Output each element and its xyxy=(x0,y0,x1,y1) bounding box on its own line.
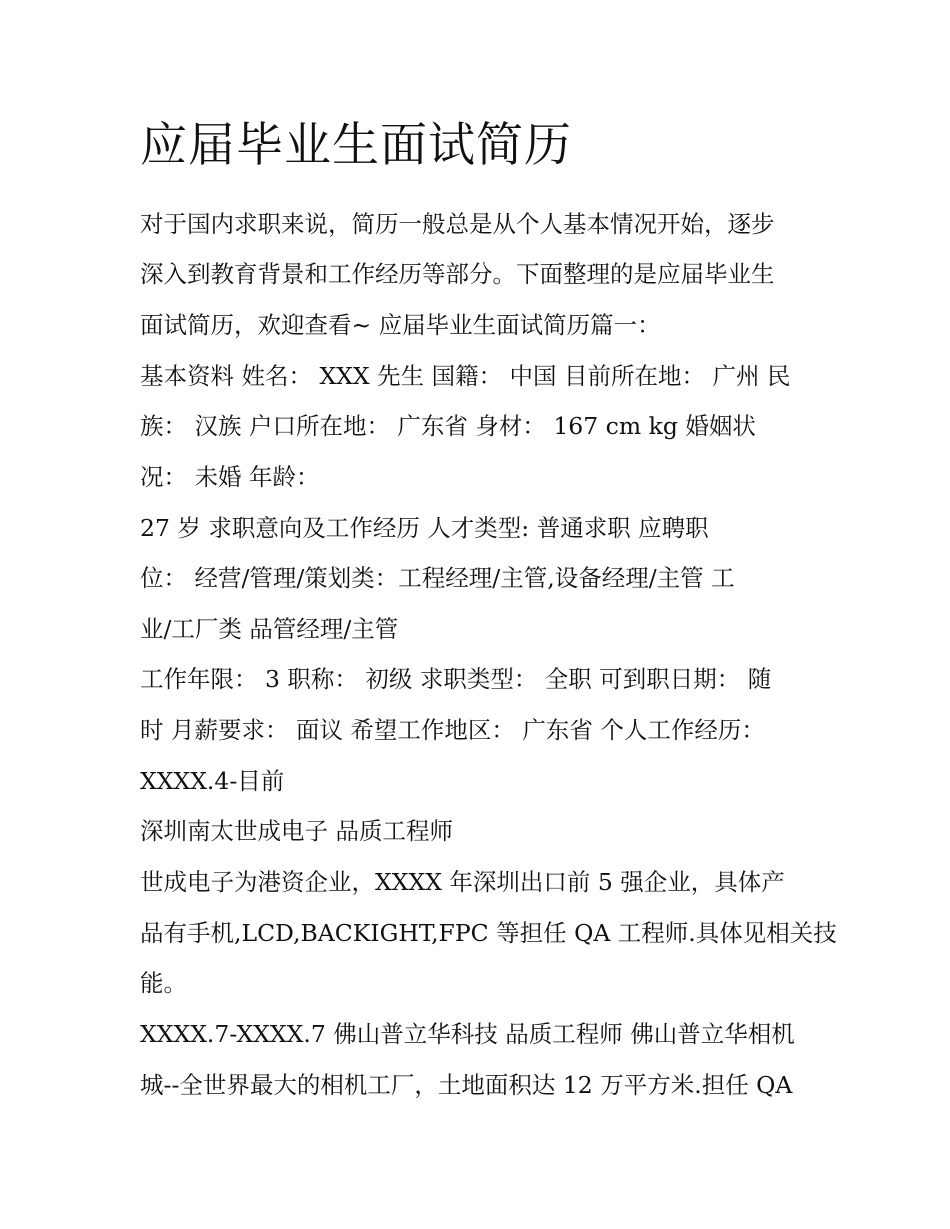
paragraph-line: 能。 xyxy=(140,969,187,997)
paragraph-line: 对于国内求职来说，简历一般总是从个人基本情况开始，逐步 xyxy=(140,210,775,238)
paragraph-line: 面试简历，欢迎查看~ 应届毕业生面试简历篇一： xyxy=(140,311,661,339)
paragraph-line: 时 月薪要求： 面议 希望工作地区： 广东省 个人工作经历： xyxy=(140,716,765,744)
paragraph-line: 深入到教育背景和工作经历等部分。下面整理的是应届毕业生 xyxy=(140,260,775,288)
paragraph-line: 工作年限： 3 职称： 初级 求职类型： 全职 可到职日期： 随 xyxy=(140,665,772,693)
paragraph-line: 深圳南太世成电子 品质工程师 xyxy=(140,817,453,845)
paragraph-line: 世成电子为港资企业，XXXX 年深圳出口前 5 强企业，具体产 xyxy=(140,868,785,896)
paragraph-line: 族： 汉族 户口所在地： 广东省 身材： 167 cm kg 婚姻状 xyxy=(140,412,756,440)
paragraph-line: 业/工厂类 品管经理/主管 xyxy=(140,615,399,643)
paragraph-line: XXXX.7-XXXX.7 佛山普立华科技 品质工程师 佛山普立华相机 xyxy=(140,1020,795,1048)
paragraph-line: 况： 未婚 年龄： xyxy=(140,463,320,491)
paragraph-line: 基本资料 姓名： XXX 先生 国籍： 中国 目前所在地： 广州 民 xyxy=(140,362,791,390)
paragraph-line: 品有手机,LCD,BACKIGHT,FPC 等担任 QA 工程师.具体见相关技 xyxy=(140,919,837,947)
paragraph-line: 城--全世界最大的相机工厂，土地面积达 12 万平方米.担任 QA xyxy=(140,1071,793,1099)
paragraph-line: 位： 经营/管理/策划类：工程经理/主管,设备经理/主管 工 xyxy=(140,564,735,592)
paragraph-line: XXXX.4-目前 xyxy=(140,767,285,795)
document-title: 应届毕业生面试简历 xyxy=(140,118,572,173)
paragraph-line: 27 岁 求职意向及工作经历 人才类型: 普通求职 应聘职 xyxy=(140,514,709,542)
